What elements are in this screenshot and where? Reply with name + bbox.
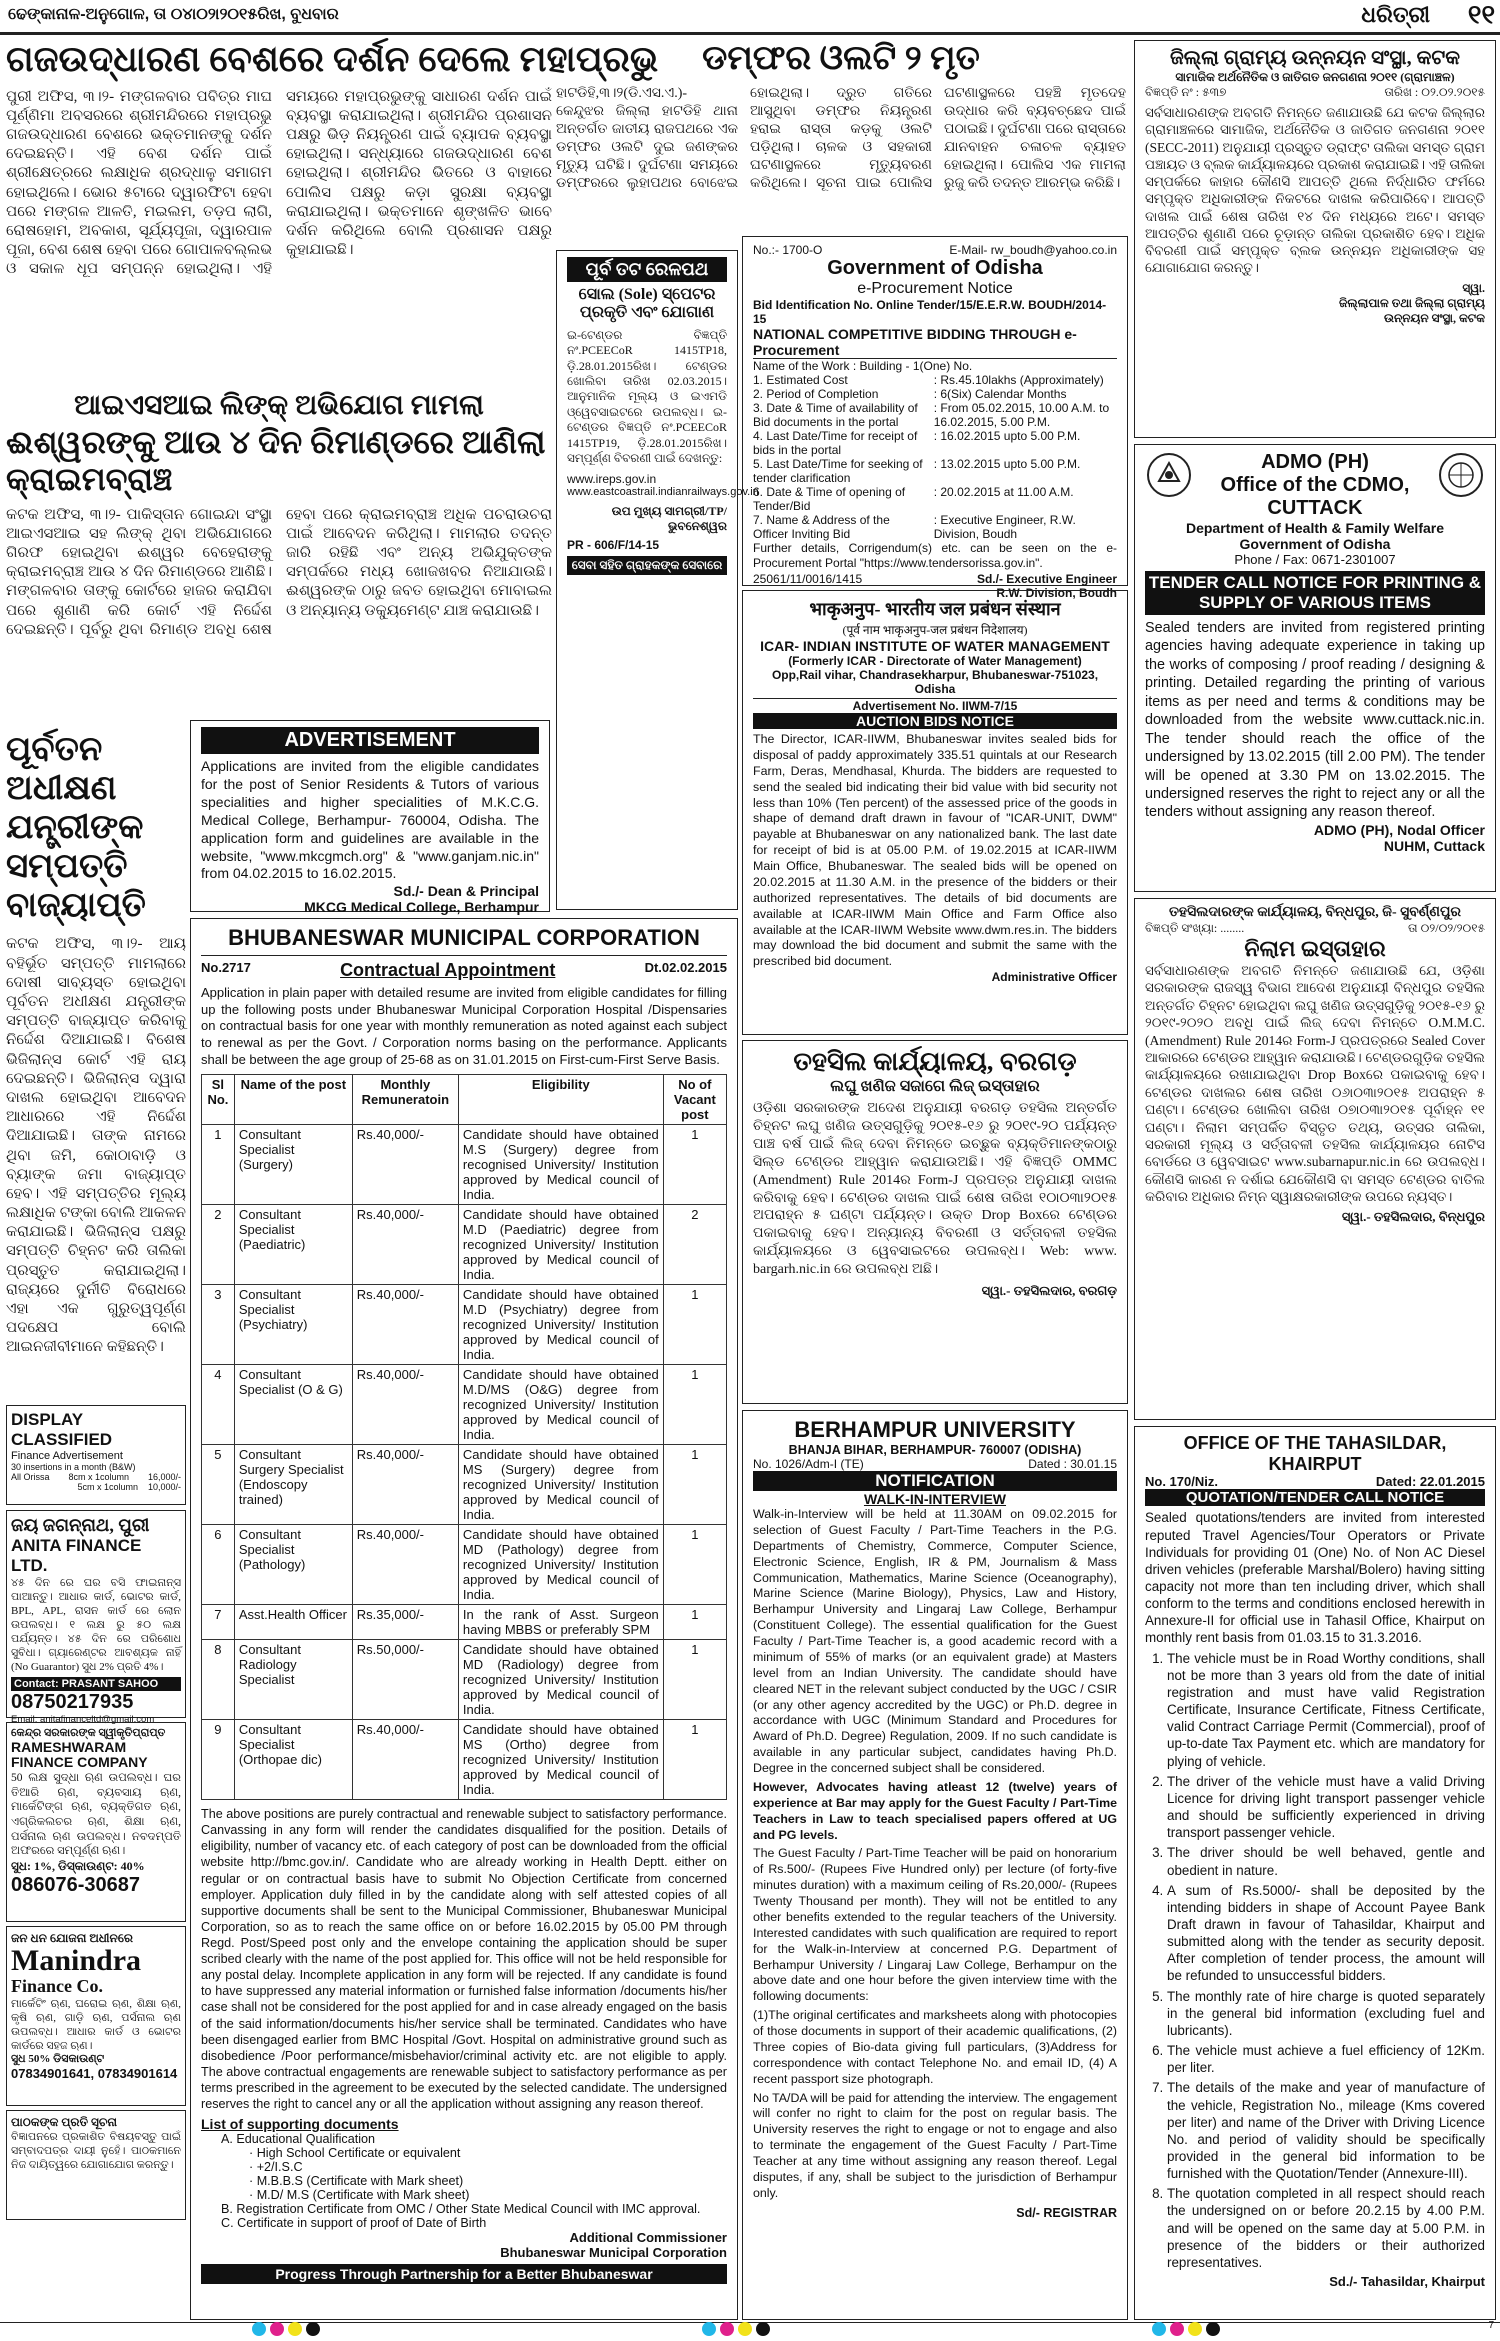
yellow-dot bbox=[1188, 2322, 1202, 2336]
boudh-sign: Sd./- Executive Engineer bbox=[976, 571, 1117, 586]
anita-contact: Contact: PRASANT SAHOO bbox=[11, 1677, 181, 1691]
drda-title: ଜିଲ୍ଲା ଗ୍ରାମ୍ୟ ଉନ୍ନୟନ ସଂସ୍ଥା, କଟକ bbox=[1169, 47, 1461, 69]
anita-name: ANITA FINANCE LTD. bbox=[11, 1536, 142, 1575]
display-classified-rates bbox=[6, 1405, 186, 1505]
admo-l3: CUTTACK bbox=[1267, 497, 1363, 519]
table-cell: Candidate should have obtained MD (Pathology) degree from recognized University/ Institution approved by Medical council of India. bbox=[458, 1525, 663, 1605]
khairput-date: Dated: 22.01.2015 bbox=[1375, 1474, 1485, 1490]
bmc-date: Dt.02.02.2015 bbox=[644, 960, 727, 975]
icar-sign: Administrative Officer bbox=[991, 970, 1117, 985]
table-cell: Candidate should have obtained MS (Surgery) degree from recognized University/ Institution approved by Medical council of India. bbox=[458, 1445, 663, 1525]
table-cell: In the rank of Asst. Surgeon having MBBS or preferably SPM bbox=[458, 1605, 663, 1640]
list-item: · M.B.B.S (Certificate with Mark sheet) bbox=[249, 2174, 464, 2189]
table-cell: 2 bbox=[663, 1205, 726, 1285]
boudh-email[interactable]: E-Mail- rw_boudh@yahoo.co.in bbox=[949, 243, 1117, 257]
binka-sub: ନିଲାମ ଇସ୍ତାହାର bbox=[1244, 936, 1386, 961]
dateline: ଢେଙ୍କାନାଳ-ଅନୁଗୋଳ, ତା ୦୪ା୦୨ା୨୦୧୫ରିଖ, ବୁଧବାର bbox=[8, 6, 339, 23]
table-cell: Consultant Radiology Specialist bbox=[234, 1640, 352, 1720]
khairput-intro: Sealed quotations/tenders are invited from interested reputed Travel Agencies/Tour Operators or Private Individuals for providing 01 (One) No. of Non AC Diesel driven vehicles (preferable Marshal/Bolero) having sitting capacity not more than ten including driver, which shall conform to the terms and conditions enclosed herewith in Annexure-II for official use in Tahasil Office, Khairput on monthly rent basis from 01.03.15 to 31.3.2016. bbox=[1145, 1510, 1485, 1646]
story-property-seizure bbox=[6, 730, 186, 1400]
classified-r2: 5cm x 1column bbox=[77, 1482, 138, 1492]
boudh-detail-value: : 13.02.2015 upto 5.00 P.M. bbox=[933, 457, 1081, 471]
table-cell: Rs.40,000/- bbox=[352, 1205, 458, 1285]
table-cell: 5 bbox=[202, 1445, 235, 1525]
table-row bbox=[202, 1285, 727, 1365]
bargarh-body: ଓଡ଼ିଶା ସରକାରଙ୍କ ଅଦେଶ ଅନୁଯାୟୀ ବରଗଡ଼ ତହସିଲ ଅନ୍ତର୍ଗତ ଚିହ୍ନଟ ଲଘୁ ଖଣିଜ ଉତ୍ସଗୁଡ଼ିକୁ ୨୦୧୫-୧୬ ରୁ ୨୦୧୯-୨୦ ପର୍ଯ୍ୟନ୍ତ ପାଞ୍ଚ ବର୍ଷ ପାଇଁ ଲିଜ୍ ଦେବା ନିମନ୍ତେ ଇଚ୍ଛୁକ ବ୍ୟକ୍ତିମାନଙ୍କଠାରୁ ସିଲ୍ଡ ଟେଣ୍ଡର ଆହ୍ୱାନ କରାଯାଉଅଛି। ଏହି ବିଜ୍ଞପ୍ତି OMMC (Amendment) Rule 2014ର Form-J ପ୍ରପତ୍ର ଅନୁଯାୟୀ ଦାଖଲ କରିବାକୁ ହେବ। ଟେଣ୍ଡର ଦାଖଲ ପାଇଁ ଶେଷ ତାରିଖ ୧୦ା୦୩ା୨୦୧୫ ଅପରାହ୍ନ ୫ ଘଣ୍ଟା ପର୍ଯ୍ୟନ୍ତ। ଉକ୍ତ Drop Boxରେ ଟେଣ୍ଡର ପକାଇବାକୁ ହେବ। ଅନ୍ୟାନ୍ୟ ବିବରଣୀ ଓ ସର୍ତ୍ତାବଳୀ ତହସିଲ କାର୍ଯ୍ୟାଳୟରେ ଓ ୱେବସାଇଟରେ ଉପଲବ୍ଧ। Web: www. bargarh.nic.in ରେ ଉପଲବ୍ଧ ଅଛି। bbox=[753, 1101, 1117, 1278]
bmc-sign: Additional Commissioner bbox=[569, 2230, 727, 2246]
list-item: C. Certificate in support of proof of Date of Birth bbox=[221, 2216, 487, 2231]
yellow-dot bbox=[738, 2322, 752, 2336]
boudh-work: Name of the Work : Building - 1(One) No. bbox=[753, 359, 973, 373]
khairput-sign: Sd./- Tahasildar, Khairput bbox=[1329, 2274, 1485, 2290]
classified-title: DISPLAY CLASSIFIED bbox=[11, 1410, 113, 1449]
binka-sign: ସ୍ୱା.- ତହସିଲଦାର, ବିନ୍ଧପୁର bbox=[1341, 1209, 1485, 1225]
story-headline: ଡମ୍ଫର ଓଲଟି ୨ ମୃତ bbox=[702, 40, 980, 77]
icar-name: ICAR- INDIAN INSTITUTE OF WATER MANAGEMENT bbox=[760, 638, 1110, 654]
bu-para-5: No TA/DA will be paid for attending the interview. The engagement will confer no right to claim for the post on regular basis. The University reserves the right to engage or not to engage and also to terminate the engagement of the Guest Faculty / Part-Time Teacher at any time without assigning any reason thereof. Legal disputes, if any, shall be subject to the jurisdiction of Berhampur only. bbox=[753, 2090, 1117, 2200]
table-cell: 3 bbox=[202, 1285, 235, 1365]
bu-date: Dated : 30.01.15 bbox=[1028, 1457, 1117, 1471]
list-item: · High School Certificate or equivalent bbox=[249, 2146, 461, 2161]
bmc-column-header: No of Vacant post bbox=[663, 1075, 726, 1125]
bmc-tagline: Progress Through Partnership for a Better Bhubaneswar bbox=[201, 2264, 727, 2284]
ecor-title: ପୂର୍ବ ତଟ ରେଳପଥ bbox=[567, 257, 727, 282]
list-item: 6. The vehicle must achieve a fuel efficiency of 12Km. per liter. bbox=[1167, 2042, 1485, 2076]
manindra-note: ସୁଧ 50% ଡିସକାଉଣ୍ଟ bbox=[11, 2053, 105, 2066]
ecor-body: ଇ-ଟେଣ୍ଡର ବିଜ୍ଞପ୍ତି ନଂ.PCEECoR 1415TP18, ଡ଼ି.28.01.2015ରିଖ। ଟେଣ୍ଡର ଖୋଲିବା ତାରିଖ 02.03.2015। ଆନୁମାନିକ ମୂଲ୍ୟ ଓ ଇଏମଡି ଓ୍ୱେବସାଇଟରେ ଉପଲବ୍ଧ। ଇ-ଟେଣ୍ଡର ବିଜ୍ଞପ୍ତି ନଂ.PCEECoR 1415TP19, ଡ଼ି.28.01.2015ରିଖ। ସମ୍ପୂର୍ଣ୍ଣ ବିବରଣୀ ପାଇଁ ଦେଖନ୍ତୁ: bbox=[567, 328, 727, 465]
khairput-number: No. 170/Niz. bbox=[1145, 1474, 1218, 1490]
table-cell: Asst.Health Officer bbox=[234, 1605, 352, 1640]
table-cell: 1 bbox=[663, 1605, 726, 1640]
manindra-body: ମାର୍କେଟିଂ ଋଣ, ଘରୋଇ ଋଣ, ଶିକ୍ଷା ଋଣ, କୃଷି ଋଣ, ଗାଡ଼ି ଋଣ, ପର୍ସନାଲ ଋଣ ଉପଲବ୍ଧ। ଆଧାର କାର୍ଡ ଓ ଭୋଟର କାର୍ଡରେ ସହଜ ଋଣ। bbox=[11, 1998, 181, 2053]
ad-boudh-eprocurement bbox=[742, 236, 1128, 600]
table-cell: 1 bbox=[663, 1125, 726, 1205]
black-dot bbox=[306, 2322, 320, 2336]
binka-body: ସର୍ବସାଧାରଣଙ୍କ ଅବଗତି ନିମନ୍ତେ ଜଣାଯାଉଛି ଯେ, ଓଡ଼ିଶା ସରକାରଙ୍କ ରାଜସ୍ୱ ବିଭାଗ ଆଦେଶ ଅନୁଯାୟୀ ବିନ୍ଧପୁର ତହସିଲ ଅନ୍ତର୍ଗତ ଚିହ୍ନଟ ହୋଇଥିବା ଲଘୁ ଖଣିଜ ଉତ୍ସଗୁଡ଼ିକୁ ୨୦୧୫-୧୬ ରୁ ୨୦୧୯-୨୦୨୦ ଅବଧି ପାଇଁ ଲିଜ୍ ଦେବା ନିମନ୍ତେ O.M.M.C. (Amendment) Rule 2014ର Form-J ପ୍ରପତ୍ରରେ Sealed Cover ଆକାରରେ ଟେଣ୍ଡର ଆହ୍ୱାନ କରାଯାଉଛି। ଟେଣ୍ଡରଗୁଡ଼ିକ ତହସିଲ କାର୍ଯ୍ୟାଳୟରେ ରଖାଯାଇଥିବା Drop Boxରେ ପକାଇବାକୁ ହେବ। ଟେଣ୍ଡର ଦାଖଲର ଶେଷ ତାରିଖ ୦୬ା୦୩ା୨୦୧୫ ଅପରାହ୍ନ ୫ ଘଣ୍ଟା। ଟେଣ୍ଡର ଖୋଲିବା ତାରିଖ ୦୭ା୦୩ା୨୦୧୫ ପୂର୍ବାହ୍ନ ୧୧ ଘଣ୍ଟା। ନିଲାମ ସମ୍ପର୍କିତ ବିସ୍ତୃତ ତଥ୍ୟ, ଉତ୍ସର ତାଲିକା, ସରକାରୀ ମୂଲ୍ୟ ଓ ସର୍ତ୍ତାବଳୀ ତହସିଲ କାର୍ଯ୍ୟାଳୟର ନୋଟିସ ବୋର୍ଡରେ ଓ ୱେବସାଇଟ www.subarnapur.nic.in ରେ ଉପଲବ୍ଧ। କୌଣସି କାରଣ ନ ଦର୍ଶାଇ ଯେକୌଣସି ବା ସମସ୍ତ ଟେଣ୍ଡର ବାତିଲ କରିବାର ଅଧିକାର ନିମ୍ନ ସ୍ୱାକ୍ଷରକାରୀଙ୍କ ଉପରେ ନ୍ୟସ୍ତ। bbox=[1145, 963, 1485, 1205]
rameshwaram-rate: ସୁଧ: 1%, ଡିସ୍କାଉଣ୍ଟ: 40% bbox=[11, 1859, 145, 1874]
story-headline: ଈଶ୍ୱରଙ୍କୁ ଆଉ ୪ ଦିନ ରିମାଣ୍ଡରେ ଆଣିଲା କ୍ରାଇମବ୍ରାଞ୍ଚ bbox=[6, 424, 546, 497]
table-cell: 9 bbox=[202, 1720, 235, 1800]
ecor-sign: ଉପ ମୁଖ୍ୟ ସାମଗ୍ରୀ/TP/ ଭୁବନେଶ୍ୱର bbox=[611, 504, 727, 534]
icar-address: Opp,Rail vihar, Chandrasekharpur, Bhubaneswar-751023, Odisha bbox=[771, 668, 1099, 696]
cyan-dot bbox=[702, 2322, 716, 2336]
bmc-column-header: Eligibility bbox=[458, 1075, 663, 1125]
admo-l5: Government of Odisha bbox=[1239, 536, 1391, 552]
drda-number: ବିଜ୍ଞପ୍ତି ନଂ : ୫୩୭ bbox=[1145, 85, 1227, 99]
anita-phone[interactable]: 08750217935 bbox=[11, 1690, 134, 1713]
admo-phone: Phone / Fax: 0671-2301007 bbox=[1234, 552, 1396, 567]
story-dumper bbox=[556, 40, 1126, 240]
bmc-column-header: Name of the post bbox=[234, 1075, 352, 1125]
drda-sign-2: ଜିଲ୍ଲାପାଳ ତଥା ଜିଲ୍ଲା ଗ୍ରାମ୍ୟ bbox=[1338, 295, 1485, 310]
bu-sign: Sd/- REGISTRAR bbox=[1016, 2205, 1117, 2220]
table-row bbox=[202, 1125, 727, 1205]
ad-tahsil-khairput bbox=[1134, 1426, 1496, 2320]
boudh-detail-row bbox=[753, 457, 1117, 485]
boudh-proc: e-Procurement Notice bbox=[857, 280, 1013, 297]
table-cell: Rs.50,000/- bbox=[352, 1640, 458, 1720]
bu-sub: WALK-IN-INTERVIEW bbox=[863, 1491, 1007, 1507]
table-cell: Candidate should have obtained M.D (Paediatric) degree from recognized University/ Institution approved by Medical council of India. bbox=[458, 1205, 663, 1285]
ecor-web-ireps[interactable]: www.ireps.gov.in bbox=[567, 472, 657, 487]
list-item: 2. The driver of the vehicle must have a valid Driving Licence for driving light transport passenger vehicle and should be sufficiently experienced in driving transport passenger vehicle. bbox=[1167, 1773, 1485, 1842]
bmc-list-title: List of supporting documents bbox=[201, 2116, 399, 2133]
table-cell: 1 bbox=[663, 1285, 726, 1365]
table-cell: Rs.40,000/- bbox=[352, 1720, 458, 1800]
bu-para-4: (1)The original certificates and marksheets along with photocopies of those documents in support of their academic qualifications, (2) Three copies of Bio-data giving full particulars, (3)Address for correspondence with contact Telephone No. and email ID, (4) A recent passport size photograph. bbox=[753, 2008, 1117, 2086]
table-cell: Consultant Surgery Specialist (Endoscopy trained) bbox=[234, 1445, 352, 1525]
story-headline: ପୂର୍ବତନ ଅଧୀକ୍ଷଣ ଯନ୍ତ୍ରୀଙ୍କ ସମ୍ପତ୍ତି ବାଜ୍ୟାପ୍ତି bbox=[6, 731, 146, 925]
boudh-detail-row bbox=[753, 401, 1117, 429]
table-row bbox=[202, 1525, 727, 1605]
admo-sign: ADMO (PH), Nodal Officer bbox=[1313, 821, 1485, 838]
list-item: · +2/I.S.C bbox=[249, 2160, 303, 2175]
table-cell: Consultant Specialist (Surgery) bbox=[234, 1125, 352, 1205]
table-cell: Consultant Specialist (Psychiatry) bbox=[234, 1285, 352, 1365]
table-cell: Rs.40,000/- bbox=[352, 1125, 458, 1205]
table-cell: Candidate should have obtained M.D/MS (O&G) degree from recognized University/ Institution approved by Medical council of India. bbox=[458, 1365, 663, 1445]
boudh-detail-row bbox=[753, 387, 1117, 401]
ad-sign: Sd./- Dean & Principal bbox=[393, 883, 539, 900]
boudh-gov: Government of Odisha bbox=[827, 257, 1043, 279]
admo-body: Sealed tenders are invited from registered printing agencies having adequate experience in taking up the works of composing / proof reading / designing & printing. Detailed regarding the printing of various items as per need and terms & conditions may be downloaded from the website www.cuttack.nic.in. The tender should reach the office of the undersigned by 13.02.2015 (till 2.00 PM). The tender will be opened at 3.30 PM on 13.02.2015. The undersigned reserves the right to reject any or all the tenders without assigning any reason thereof. bbox=[1145, 620, 1485, 821]
table-cell: Consultant Specialist (O & G) bbox=[234, 1365, 352, 1445]
ecor-web-railway[interactable]: www.eastcoastrail.indianrailways.gov.in bbox=[567, 486, 759, 499]
registration-marks-center bbox=[700, 2322, 800, 2333]
bmc-vacancy-table bbox=[201, 1074, 727, 1800]
khairput-conditions bbox=[1167, 1650, 1485, 2271]
nhm-logo-icon bbox=[1145, 451, 1193, 499]
table-cell: Rs.40,000/- bbox=[352, 1525, 458, 1605]
registration-marks-right bbox=[1150, 2322, 1250, 2333]
registration-marks-left bbox=[250, 2322, 350, 2333]
bmc-para: The above positions are purely contractual and renewable subject to satisfactory performance. Canvassing in any form will render the candidates disqualified for the position. Details of eligibility, number of vacancy etc. of each category of post can be downloaded from the official website http://bmc.gov.in/. Candidate who are already working in Health Deptt. either on regular or on contractual basis have to submit No Objection Certificate from concerned employer. Application duly filled in by the candidate along with self attested copies of all supportive documents shall be sent to the Municipal Commissioner, Bhubaneswar Municipal Corporation, so as to reach the same office on or before 16.02.2015 by 05.00 PM through Regd. Post/Speed post only and the envelope containing the application should be super scribed clearly with the name of the post applied for. This office will not be held responsible for any postal delay. Incomplete application in any form will be rejected. If any candidate is found to have suppressed any material information or furnished false information /documents his/her case shall not be considered for the post applied for and in case already engaged on the basis of the said information/documents his/her service shall be terminated. Candidates who have been disengaged earlier from BMC Hospital /Govt. Hospital on administrative ground such as disobedience /Poor performance/misbehavior/criminal activity etc. are not eligible to apply. The above contractual engagements are renewable subject to satisfactory performance as per terms prescribed in the agreement to be executed by the selected candidate. The undersigned reserves the right to cancel any or all the application without assigning any reason thereof. bbox=[201, 1807, 727, 2112]
table-cell: 1 bbox=[663, 1525, 726, 1605]
drda-body: ସର୍ବସାଧାରଣଙ୍କ ଅବଗତି ନିମନ୍ତେ ଜଣାଯାଉଛି ଯେ କଟକ ଜିଲ୍ଲାର ଗ୍ରାମାଞ୍ଚଳରେ ସାମାଜିକ, ଅର୍ଥନୈତିକ ଓ ଜାତିଗତ ଜନଗଣନା ୨୦୧୧ (SECC-2011) ଅନୁଯାୟୀ ପ୍ରସ୍ତୁତ ଡ୍ରାଫ୍ଟ ତାଲିକା ସମସ୍ତ ଗ୍ରାମ ପଞ୍ଚାୟତ ଓ ବ୍ଲକ କାର୍ଯ୍ୟାଳୟରେ ପ୍ରକାଶ କରାଯାଇଛି। ଏହି ତାଲିକା ସମ୍ପର୍କରେ କାହାର କୌଣସି ଆପତ୍ତି ଥିଲେ ନିର୍ଦ୍ଧାରିତ ଫର୍ମରେ ସମ୍ପୃକ୍ତ ଅଧିକାରୀଙ୍କ ନିକଟରେ ଦାଖଲ କରିପାରିବେ। ଆପତ୍ତି ଦାଖଲ ପାଇଁ ଶେଷ ତାରିଖ ୧୪ ଦିନ ମଧ୍ୟରେ ଅଟେ। ସମସ୍ତ ଆପତ୍ତିର ଶୁଣାଣି ପରେ ଚୂଡ଼ାନ୍ତ ତାଲିକା ପ୍ରକାଶିତ ହେବ। ଅଧିକ ବିବରଣୀ ପାଇଁ ସମ୍ପୃକ୍ତ ବ୍ଲକ ଉନ୍ନୟନ ଅଧିକାରୀଙ୍କ ସହ ଯୋଗାଯୋଗ କରନ୍ତୁ। bbox=[1145, 105, 1485, 276]
table-cell: 8 bbox=[202, 1640, 235, 1720]
bmc-documents-list bbox=[221, 2132, 727, 2230]
page-number: ୧୧ bbox=[1467, 0, 1495, 29]
bmc-intro: Application in plain paper with detailed resume are invited from eligible candidates for filling up the following posts under Bhubaneswar Municipal Corporation Hospital /Dispensaries on contractual basis for one year with monthly remuneration as noted against each subject to renewal as per the Govt. / Corporation norms basing on the performance. Applicants shall be between the age group of 25-68 as on 31.01.2015 on First-cum-First Serve Basis. bbox=[201, 985, 727, 1067]
boudh-sign-division: R.W. Division, Boudh bbox=[996, 585, 1117, 600]
magenta-dot bbox=[1170, 2322, 1184, 2336]
boudh-detail-key: 6. Date & Time of opening of Tender/Bid bbox=[753, 485, 906, 513]
classified-r1: 8cm x 1column bbox=[68, 1472, 129, 1482]
boudh-detail-row bbox=[753, 485, 1117, 513]
table-cell: 1 bbox=[202, 1125, 235, 1205]
table-cell: Candidate should have obtained MS (Ortho) degree from recognized University/ Institution approved by Medical council of India. bbox=[458, 1720, 663, 1800]
anita-header: ଜୟ ଜଗନ୍ନାଥ, ପୁରୀ bbox=[11, 1515, 150, 1535]
bargarh-sign: ସ୍ୱା.- ତହସିଲଦାର, ବରଗଡ଼ bbox=[981, 1283, 1117, 1299]
table-row bbox=[202, 1605, 727, 1640]
bmc-title: Contractual Appointment bbox=[340, 960, 556, 980]
bargarh-sub: ଲଘୁ ଖଣିଜ ସଜାଗେ ଲିଜ୍ ଇସ୍ତାହାର bbox=[830, 1078, 1040, 1095]
table-cell: Consultant Specialist (Orthopae dic) bbox=[234, 1720, 352, 1800]
footer-page-number: 7 bbox=[1488, 2320, 1494, 2331]
admo-title: TENDER CALL NOTICE FOR PRINTING & SUPPLY OF VARIOUS ITEMS bbox=[1145, 571, 1485, 615]
boudh-detail-row bbox=[753, 513, 1117, 541]
magenta-dot bbox=[270, 2322, 284, 2336]
boudh-detail-row bbox=[753, 429, 1117, 457]
table-cell: 4 bbox=[202, 1365, 235, 1445]
boudh-detail-value: : 16.02.2015 upto 5.00 P.M. bbox=[933, 429, 1081, 443]
table-cell: 1 bbox=[663, 1365, 726, 1445]
classified-rate: 30 insertions in a month (B&W) bbox=[11, 1462, 136, 1472]
bmc-sign-org: Bhubaneswar Municipal Corporation bbox=[500, 2245, 727, 2261]
classified-r1-value: 16,000/- bbox=[147, 1472, 181, 1482]
table-cell: Candidate should have obtained MD (Radiology) degree from recognized University/ Institution approved by Medical council of India. bbox=[458, 1640, 663, 1720]
drda-sign-3: ଉନ୍ନୟନ ସଂସ୍ଥା, କଟକ bbox=[1383, 310, 1485, 325]
table-cell: 7 bbox=[202, 1605, 235, 1640]
classified-place: All Orissa bbox=[11, 1472, 50, 1482]
manindra-phone[interactable]: 07834901641, 07834901614 bbox=[11, 2066, 178, 2082]
ad-title: ADVERTISEMENT bbox=[201, 727, 539, 754]
bmc-number: No.2717 bbox=[201, 960, 251, 975]
table-cell: Rs.40,000/- bbox=[352, 1285, 458, 1365]
table-row bbox=[202, 1720, 727, 1800]
boudh-detail-key: 3. Date & Time of availability of Bid documents in the portal bbox=[753, 401, 918, 429]
list-item: 5. The monthly rate of hire charge is quoted separately in the general bid information (excluding fuel and lubricants). bbox=[1167, 1988, 1485, 2039]
table-cell: 2 bbox=[202, 1205, 235, 1285]
ad-east-coast-railway bbox=[556, 250, 759, 910]
table-cell: Candidate should have obtained M.D (Psychiatry) degree from recognized University/ Institution approved by Medical council of India. bbox=[458, 1285, 663, 1365]
table-row bbox=[202, 1365, 727, 1445]
table-row bbox=[202, 1205, 727, 1285]
reader-title: ପାଠକଙ୍କ ପ୍ରତି ସୂଚନା bbox=[11, 2115, 118, 2129]
odisha-emblem-icon bbox=[1437, 451, 1485, 499]
drda-sub: ସାମାଜିକ ଅର୍ଥନୈତିକ ଓ ଜାତିଗତ ଜନଗଣନା ୨୦୧୧ (ଗ୍ରାମାଞ୍ଚଳ) bbox=[1175, 70, 1455, 84]
table-cell: 1 bbox=[663, 1640, 726, 1720]
khairput-sub: QUOTATION/TENDER CALL NOTICE bbox=[1145, 1489, 1485, 1506]
boudh-detail-value: : 6(Six) Calendar Months bbox=[933, 387, 1067, 401]
boudh-detail-key: 4. Last Date/Time for receipt of bids in the portal bbox=[753, 429, 918, 457]
black-dot bbox=[1206, 2322, 1220, 2336]
table-cell: Candidate should have obtained M.S (Surgery) degree from recognised University/ Institution approved by Medical council of India. bbox=[458, 1125, 663, 1205]
admo-l4: Department of Health & Family Welfare bbox=[1185, 520, 1445, 536]
reader-notice bbox=[6, 2110, 186, 2220]
boudh-detail-value: : From 05.02.2015, 10.00 A.M. to 16.02.2015, 5.00 P.M. bbox=[933, 401, 1110, 429]
icar-ad-number: Advertisement No. IIWM-7/15 bbox=[753, 698, 1117, 713]
bmc-column-header: Sl No. bbox=[202, 1075, 235, 1125]
table-row bbox=[202, 1445, 727, 1525]
table-cell: Consultant Specialist (Pathology) bbox=[234, 1525, 352, 1605]
ad-admo-cuttack bbox=[1134, 444, 1496, 892]
bargarh-title: ତହସିଲ କାର୍ଯ୍ୟାଳୟ, ବରଗଡ଼ bbox=[793, 1047, 1077, 1076]
ad-body: Applications are invited from the eligible candidates for the post of Senior Residents & Tutors of various specialities and higher specialities of M.K.C.G. Medical College, Berhampur- 760004, Odisha. The application form and guidelines are available in the website, "www.mkcgmch.org" & "www.ganjam.nic.in" from 04.02.2015 to 16.02.2015. bbox=[201, 758, 539, 882]
binka-title: ତହସିଲଦାରଙ୍କ କାର୍ଯ୍ୟାଳୟ, ବିନ୍ଧପୁର, ଜି- ସୁବର୍ଣ୍ଣପୁର bbox=[1168, 905, 1462, 920]
story-isi-link bbox=[6, 390, 552, 720]
list-item: 7. The details of the make and year of manufacture of the vehicle, Registration No., mileage (Kms covered per liter) and name of the Driver with Driving Licence No. and period of validity should be specifically provided in the general bid information to be furnished with the Quotation/Tender (Annexure-III). bbox=[1167, 2079, 1485, 2182]
ecor-subtitle: ସୋଲ (Sole) ସ୍ପେଟର ପ୍ରକୃତି ଏବଂ ଯୋଗାଣ bbox=[578, 286, 716, 321]
binka-date: ତା ୦୨/୦୨/୨୦୧୫ bbox=[1408, 921, 1485, 935]
masthead-rule bbox=[0, 32, 1500, 35]
table-cell: 1 bbox=[663, 1445, 726, 1525]
boudh-detail-value: : Rs.45.10lakhs (Approximately) bbox=[933, 373, 1104, 387]
table-cell: Consultant Specialist (Paediatric) bbox=[234, 1205, 352, 1285]
list-item: A. Educational Qualification bbox=[221, 2132, 376, 2147]
boudh-title: NATIONAL COMPETITIVE BIDDING THROUGH e-Procurement bbox=[753, 326, 1117, 359]
list-item: 3. The driver should be well behaved, gentle and obedient in nature. bbox=[1167, 1844, 1485, 1878]
boudh-detail-key: 1. Estimated Cost bbox=[753, 373, 848, 387]
classified-r2-value: 10,000/- bbox=[147, 1482, 181, 1492]
icar-hindi-former: (पूर्व नाम भाकृअनुप-जल प्रबंधन निदेशालय) bbox=[842, 623, 1028, 637]
khairput-title: OFFICE OF THE TAHASILDAR, KHAIRPUT bbox=[1183, 1433, 1447, 1474]
cyan-dot bbox=[252, 2322, 266, 2336]
ecor-ref: PR - 606/F/14-15 bbox=[567, 538, 660, 553]
bu-para-3: The Guest Faculty / Part-Time Teacher will be paid on honorarium of Rs.500/- (Rupees Five Hundred only) per lecture (of forty-five minutes duration) with a maximum ceiling of Rs.20,000/- (Rupees Twenty Thousand per month). They will not be entitled to any other benefits extended to the regular teachers of the University. Interested candidates with such qualification are required to report for the Walk-in-Interview at concerned P.G. Department of Berhampur University / Lingaraj Law College, Berhampur on the above date and one hour before the given interview time with the following documents: bbox=[753, 1846, 1117, 2004]
admo-sign-org: NUHM, Cuttack bbox=[1383, 837, 1485, 854]
story-body: ପୁରୀ ଅଫିସ, ୩।୨- ମଙ୍ଗଳବାର ପବିତ୍ର ମାଘ ପୂର୍ଣ୍ଣିମା ଅବସରରେ ଶ୍ରୀମନ୍ଦିରରେ ମହାପ୍ରଭୁ ଗଜଉଦ୍ଧାରଣ ବେଶରେ ଭକ୍ତମାନଙ୍କୁ ଦର୍ଶନ ଦେଇଛନ୍ତି। ଏହି ବେଶ ଦର୍ଶନ ପାଇଁ ଶ୍ରୀକ୍ଷେତ୍ରରେ ଲକ୍ଷାଧିକ ଶ୍ରଦ୍ଧାଳୁ ସମାଗମ ହୋଇଥିଲେ। ଭୋର ୫ଟାରେ ଦ୍ୱାରଫିଟା ହେବା ପରେ ମଙ୍ଗଳ ଆଳତି, ମଇଲମ, ତଡ଼ପ ଲାଗି, ରୋଷହୋମ, ଅବକାଶ, ସୂର୍ଯ୍ୟପୂଜା, ଦ୍ୱାରପାଳ ପୂଜା, ବେଶ ଶେଷ ହେବା ପରେ ଗୋପାଳବଲ୍ଲଭ ଓ ସକାଳ ଧୂପ ସମ୍ପନ୍ନ ହୋଇଥିଲା। ଏହି ସମୟରେ ମହାପ୍ରଭୁଙ୍କୁ ସାଧାରଣ ଦର୍ଶନ ପାଇଁ ବ୍ୟବସ୍ଥା କରାଯାଇଥିଲା। ଶ୍ରୀମନ୍ଦିର ପ୍ରଶାସନ ପକ୍ଷରୁ ଭିଡ଼ ନିୟନ୍ତ୍ରଣ ପାଇଁ ବ୍ୟାପକ ବ୍ୟବସ୍ଥା ହୋଇଥିଲା। ସନ୍ଧ୍ୟାରେ ଗଜଉଦ୍ଧାରଣ ବେଶ ହୋଇଥିଲା। ଶ୍ରୀମନ୍ଦିର ଭିତରେ ଓ ବାହାରେ ପୋଲିସ ପକ୍ଷରୁ କଡ଼ା ସୁରକ୍ଷା ବ୍ୟବସ୍ଥା କରାଯାଇଥିଲା। ଭକ୍ତମାନେ ଶୃଙ୍ଖଳିତ ଭାବେ ଦର୍ଶନ କରିଥିଲେ ବୋଲି ପ୍ରଶାସନ ପକ୍ଷରୁ କୁହାଯାଇଛି। bbox=[6, 88, 552, 278]
icar-title: AUCTION BIDS NOTICE bbox=[753, 713, 1117, 729]
bmc-name: BHUBANESWAR MUNICIPAL CORPORATION bbox=[201, 925, 727, 956]
table-cell: Rs.40,000/- bbox=[352, 1445, 458, 1525]
bu-address: BHANJA BIHAR, BERHAMPUR- 760007 (ODISHA) bbox=[788, 1443, 1082, 1457]
rameshwaram-name: RAMESHWARAM FINANCE COMPANY bbox=[11, 1739, 148, 1771]
manindra-name: Manindra bbox=[11, 1944, 142, 1977]
ad-drda-cuttack bbox=[1134, 40, 1496, 438]
cyan-dot bbox=[1152, 2322, 1166, 2336]
story-headline: ଗଜଉଦ୍ଧାରଣ ବେଶରେ ଦର୍ଶନ ଦେଲେ ମହାପ୍ରଭୁ bbox=[6, 39, 659, 79]
bu-name: BERHAMPUR UNIVERSITY bbox=[794, 1417, 1076, 1442]
manindra-top: ଜନ ଧନ ଯୋଜନା ଅଧୀନରେ bbox=[11, 1931, 133, 1945]
story-body: କଟକ ଅଫିସ, ୩।୨- ପାକିସ୍ତାନ ଗୋଇନ୍ଦା ସଂସ୍ଥା ଆଇଏସଆଇ ସହ ଲିଙ୍କ୍ ଥିବା ଅଭିଯୋଗରେ ଗିରଫ ହୋଇଥିବା ଈଶ୍ୱର ବେହେରାଙ୍କୁ କ୍ରାଇମବ୍ରାଞ୍ଚ ଆଉ ୪ ଦିନ ରିମାଣ୍ଡରେ ଆଣିଛି। ମଙ୍ଗଳବାର ତାଙ୍କୁ କୋର୍ଟରେ ହାଜର କରାଯିବା ପରେ ଶୁଣାଣି କରି କୋର୍ଟ ଏହି ନିର୍ଦ୍ଦେଶ ଦେଇଛନ୍ତି। ପୂର୍ବରୁ ଥିବା ରିମାଣ୍ଡ ଅବଧି ଶେଷ ହେବା ପରେ କ୍ରାଇମବ୍ରାଞ୍ଚ ଅଧିକ ପଚରାଉଚରା ପାଇଁ ଆବେଦନ କରିଥିଲା। ମାମଲାର ତଦନ୍ତ ଜାରି ରହିଛି ଏବଂ ଅନ୍ୟ ଅଭିଯୁକ୍ତଙ୍କ ସମ୍ପର୍କରେ ମଧ୍ୟ ଖୋଜଖବର ନିଆଯାଉଛି। ଈଶ୍ୱରଙ୍କ ଠାରୁ ଜବତ ହୋଇଥିବା ମୋବାଇଲ ଓ ଅନ୍ୟାନ୍ୟ ଡକ୍ୟୁମେଣ୍ଟ ଯାଞ୍ଚ କରାଯାଉଛି। bbox=[6, 506, 552, 638]
list-item: · M.D/ M.S (Certificate with Mark sheet) bbox=[249, 2188, 470, 2203]
bmc-column-header: Monthly Remuneratoin bbox=[352, 1075, 458, 1125]
ad-rameshwaram-finance bbox=[6, 1722, 186, 1922]
list-item: 4. A sum of Rs.5000/- shall be deposited by the intending bidders in shape of Account Payee Bank Draft drawn in favour of Tahasildar, Khairput and submitted along with the tender as security deposit. After completion of tender process, the amount will be refunded to unsuccessful bidders. bbox=[1167, 1882, 1485, 1985]
boudh-bid-id: Bid Identification No. Online Tender/15/E.E.R.W. BOUDH/2014-15 bbox=[753, 298, 1107, 326]
boudh-ref: 25061/11/0016/1415 bbox=[753, 571, 863, 586]
ad-sign-org: MKCG Medical College, Berhampur bbox=[304, 899, 539, 916]
table-row bbox=[202, 1640, 727, 1720]
boudh-footer: Further details, Corrigendum(s) etc. can be seen on the e-Procurement Portal "https://www.tendersorissa.gov.in". bbox=[753, 541, 1117, 571]
drda-sign: ସ୍ୱା. bbox=[1462, 280, 1485, 295]
ad-manindra-finance bbox=[6, 1926, 186, 2106]
table-cell: Rs.40,000/- bbox=[352, 1365, 458, 1445]
magenta-dot bbox=[720, 2322, 734, 2336]
anita-email[interactable]: Email: anitafinanceltd@gmail.com bbox=[11, 1713, 155, 1725]
ad-tahsil-subarnapur bbox=[1134, 898, 1496, 1420]
yellow-dot bbox=[288, 2322, 302, 2336]
icar-former: (Formerly ICAR - Directorate of Water Management) bbox=[788, 654, 1082, 668]
boudh-details bbox=[753, 373, 1117, 541]
binka-number: ବିଜ୍ଞପ୍ତି ସଂଖ୍ୟା: ........ bbox=[1145, 921, 1245, 935]
ad-bmc bbox=[190, 918, 738, 2320]
rameshwaram-top: କେନ୍ଦ୍ର ସରକାରଙ୍କ ସ୍ୱୀକୃତିପ୍ରାପ୍ତ bbox=[11, 1727, 166, 1739]
story-kicker: ଆଇଏସଆଇ ଲିଙ୍କ୍ ଅଭିଯୋଗ ମାମଲା bbox=[74, 390, 484, 421]
boudh-number: No.:- 1700-O bbox=[753, 243, 823, 257]
boudh-detail-key: 7. Name & Address of the Officer Inviting Bid bbox=[753, 513, 890, 541]
rameshwaram-body: 50 ଲକ୍ଷ ସୁଦ୍ଧା ଋଣ ଉପଲବ୍ଧ। ଘର ତିଆରି ଋଣ, ବ୍ୟବସାୟ ଋଣ, ମାର୍କେଟିଙ୍ଗ ଋଣ, ବ୍ୟକ୍ତିଗତ ଋଣ, ଏଗ୍ରିକଲଚର ଋଣ, ଶିକ୍ଷା ଋଣ, ପର୍ସନାଲ ଋଣ ଉପଲବ୍ଧ। ନବଦମ୍ପତି ଅଫରରେ ସମ୍ପୂର୍ଣ୍ଣ ଋଣ। bbox=[11, 1771, 181, 1858]
bu-title: NOTIFICATION bbox=[753, 1471, 1117, 1491]
table-cell: 6 bbox=[202, 1525, 235, 1605]
table-cell: Rs.35,000/- bbox=[352, 1605, 458, 1640]
ecor-tagline: ସେବା ସହିତ ଗ୍ରାହକଙ୍କ ସେବାରେ bbox=[567, 556, 727, 575]
admo-l1: ADMO (PH) bbox=[1261, 451, 1369, 473]
manindra-name-2: Finance Co. bbox=[11, 1976, 103, 1996]
drda-date: ତାରିଖ : ୦୨.୦୨.୨୦୧୫ bbox=[1384, 85, 1485, 99]
bu-number: No. 1026/Adm-I (TE) bbox=[753, 1457, 864, 1471]
boudh-detail-value: : 20.02.2015 at 11.00 A.M. bbox=[933, 485, 1074, 499]
icar-body: The Director, ICAR-IIWM, Bhubaneswar invites sealed bids for disposal of paddy approximately 335.51 quintals at our Research Farm, Deras, Mendhasal, Khurda. The bidders are requested to send the sealed bid indicating their bid value with bid security not less than 10% (Ten percent) of the assessed price of the goods in shape of demand draft drawn in favour of "ICAR-UNIT, DWM" payable at Bhubaneswar on any nationalized bank. The last date for receipt of bid is at 05.00 P.M. of 19.02.2015 at ICAR-IIWM Main Office, Bhubaneswar. The sealed bids will be opened on 20.02.2015 at 11.30 A.M. in the presence of the bidders or their authorized representatives. The details of bid documents are available at ICAR-IIWM Main Office and Farm Office also available at the ICAR-IIWM Website www.dwm.res.in. The bidders may download the bid document and submit the same with the prescribed bid document. bbox=[753, 732, 1117, 969]
bu-para-2: However, Advocates having atleast 12 (twelve) years of experience at Bar may apply for the Guest Faculty / Part-Time Teachers in Law to teach specialised papers offered at UG and PG levels. bbox=[753, 1779, 1117, 1842]
story-body: କଟକ ଅଫିସ, ୩।୨- ଆୟ ବହିର୍ଭୂତ ସମ୍ପତ୍ତି ମାମଲାରେ ଦୋଷୀ ସାବ୍ୟସ୍ତ ହୋଇଥିବା ପୂର୍ବତନ ଅଧୀକ୍ଷଣ ଯନ୍ତ୍ରୀଙ୍କ ସମ୍ପତ୍ତି ବାଜ୍ୟାପ୍ତ କରିବାକୁ ନିର୍ଦ୍ଦେଶ ଦିଆଯାଇଛି। ବିଶେଷ ଭିଜିଲାନ୍ସ କୋର୍ଟ ଏହି ରାୟ ଦେଇଛନ୍ତି। ଭିଜିଲାନ୍ସ ଦ୍ୱାରା ଦାଖଲ ହୋଇଥିବା ଆବେଦନ ଆଧାରରେ ଏହି ନିର୍ଦ୍ଦେଶ ଦିଆଯାଇଛି। ତାଙ୍କ ନାମରେ ଥିବା ଜମି, କୋଠାବାଡ଼ି ଓ ବ୍ୟାଙ୍କ ଜମା ବାଜ୍ୟାପ୍ତ ହେବ। ଏହି ସମ୍ପତ୍ତିର ମୂଲ୍ୟ ଲକ୍ଷାଧିକ ଟଙ୍କା ବୋଲି ଆକଳନ କରାଯାଇଛି। ଭିଜିଲାନ୍ସ ପକ୍ଷରୁ ସମ୍ପତ୍ତି ଚିହ୍ନଟ କରି ତାଲିକା ପ୍ରସ୍ତୁତ କରାଯାଇଥିଲା। ରାଜ୍ୟରେ ଦୁର୍ନୀତି ବିରୋଧରେ ଏହା ଏକ ଗୁରୁତ୍ୱପୂର୍ଣ୍ଣ ପଦକ୍ଷେପ ବୋଲି ଆଇନଜୀବୀମାନେ କହିଛନ୍ତି। bbox=[6, 936, 186, 1356]
boudh-detail-key: 2. Period of Completion bbox=[753, 387, 879, 401]
reader-body: ବିଜ୍ଞାପନରେ ପ୍ରକାଶିତ ବିଷୟବସ୍ତୁ ପାଇଁ ସମ୍ବାଦପତ୍ର ଦାୟୀ ନୁହେଁ। ପାଠକମାନେ ନିଜ ଦାୟିତ୍ୱରେ ଯୋଗାଯୋଗ କରନ୍ତୁ। bbox=[11, 2131, 181, 2172]
classified-sub: Finance Advertisement bbox=[11, 1450, 123, 1462]
list-item: B. Registration Certificate from OMC / Other State Medical Council with IMC approval. bbox=[221, 2202, 701, 2217]
black-dot bbox=[756, 2322, 770, 2336]
list-item: 1. The vehicle must be in Road Worthy conditions, shall not be more than 3 years old from the date of initial registration and must have valid Registration Certificate, Insurance Certificate, Fitness Certificate, valid Contract Carriage Permit (Commercial), proof of up-to-date Tax Payment etc. which are mandatory for plying of vehicle. bbox=[1167, 1650, 1485, 1770]
list-item: 8. The quotation completed in all respect should reach the undersigned on or before 20.2.15 by 4.00 P.M. and will be opened on the same day at 5.00 P.M. in presence of the bidders or their authorized representatives. bbox=[1167, 2185, 1485, 2271]
boudh-detail-key: 5. Last Date/Time for seeking of tender clarification bbox=[753, 457, 923, 485]
ad-anita-finance bbox=[6, 1510, 186, 1725]
ad-berhampur-university bbox=[742, 1410, 1128, 2320]
boudh-detail-value: : Executive Engineer, R.W. Division, Boudh bbox=[933, 513, 1076, 541]
ad-icar-iiwm bbox=[742, 590, 1128, 1035]
bu-para-1: Walk-in-Interview will be held at 11.30AM on 09.02.2015 for selection of Guest Faculty / Part-Time Teachers in the P.G. Departments of Chemistry, Commerce, Computer Science, Electronic Science, English, IR & PM, Journalism & Mass Communication, Mathematics, Marine Science (Oceanography), Marine Science (Marine Biology), Physics, Law and History, Berhampur University and Lingaraj Law College, Berhampur (Constituent College). The essential qualification for the Guest Faculty / Part-Time Teacher is, a good academic record with a minimum of 55% of marks (or an equivalent grade) at Masters level from an Indian University. The candidate should have cleared NET in the relevant subject conducted by the UGC / CSIR (or any other agency accredited by the UGC) or Ph.D. degree in accordance with UGC (Minimum Standard and Procedures for Award of Ph.D. Degree) Regulation, 2009. If no such candidate is available in any particular subject, candidates having Ph.D. Degree in the concerned subject shall be considered. bbox=[753, 1507, 1117, 1775]
story-body: ହାଟଡିହି,୩।୨(ଡି.ଏସ.ଏ.)- କେନ୍ଦୁଝର ଜିଲ୍ଲା ହାଟଡିହି ଥାନା ଅନ୍ତର୍ଗତ ଜାତୀୟ ରାଜପଥରେ ଏକ ଡମ୍ଫର ଓଲଟି ଦୁଇ ଜଣଙ୍କର ମୃତ୍ୟୁ ଘଟିଛି। ଦୁର୍ଘଟଣା ସମୟରେ ଡମ୍ଫରରେ ଲୁହାପଥର ବୋଝେଇ ହୋଇଥିଲା। ଦ୍ରୁତ ଗତିରେ ଆସୁଥିବା ଡମ୍ଫର ନିୟନ୍ତ୍ରଣ ହରାଇ ରାସ୍ତା କଡ଼କୁ ଓଲଟି ପଡ଼ିଥିଲା। ଚାଳକ ଓ ସହକାରୀ ଘଟଣାସ୍ଥଳରେ ମୃତ୍ୟୁବରଣ କରିଥିଲେ। ସୂଚନା ପାଇ ପୋଲିସ ଘଟଣାସ୍ଥଳରେ ପହଞ୍ଚି ମୃତଦେହ ଉଦ୍ଧାର କରି ବ୍ୟବଚ୍ଛେଦ ପାଇଁ ପଠାଇଛି। ଦୁର୍ଘଟଣା ପରେ ରାସ୍ତାରେ ଯାନବାହନ ଚଳାଚଳ ବ୍ୟାହତ ହୋଇଥିଲା। ପୋଲିସ ଏକ ମାମଲା ରୁଜୁ କରି ତଦନ୍ତ ଆରମ୍ଭ କରିଛି। bbox=[556, 86, 1126, 191]
paper-name: ଧରିତ୍ରୀ bbox=[1361, 2, 1430, 27]
ad-mkcg bbox=[190, 720, 550, 916]
rameshwaram-phone[interactable]: 086076-30687 bbox=[11, 1874, 141, 1897]
boudh-detail-row bbox=[753, 373, 1117, 387]
ad-tahsil-bargarh bbox=[742, 1040, 1128, 1404]
admo-l2: Office of the CDMO, bbox=[1220, 474, 1410, 496]
table-cell: 1 bbox=[663, 1720, 726, 1800]
icar-hindi-name: भाकृअनुप- भारतीय जल प्रबंधन संस्थान bbox=[809, 599, 1061, 619]
anita-body: ୪୫ ଦିନ ରେ ଘର ବସି ଫାଇନାନ୍ସ ପାଆନ୍ତୁ। ଆଧାର କାର୍ଡ, ଭୋଟର କାର୍ଡ, BPL, APL, ରାସନ କାର୍ଡ ରେ ଲୋନ ଉପଲବ୍ଧ। ୧ ଲକ୍ଷ ରୁ ୫୦ ଲକ୍ଷ ପର୍ଯ୍ୟନ୍ତ। ୪୫ ଦିନ ରେ ପରିଶୋଧ ସୁବିଧା। ଗ୍ୟାରେଣ୍ଟର ଆବଶ୍ୟକ ନାହିଁ (No Guarantor) ସୁଧ 2% ପ୍ରତି 4%। bbox=[11, 1577, 181, 1674]
